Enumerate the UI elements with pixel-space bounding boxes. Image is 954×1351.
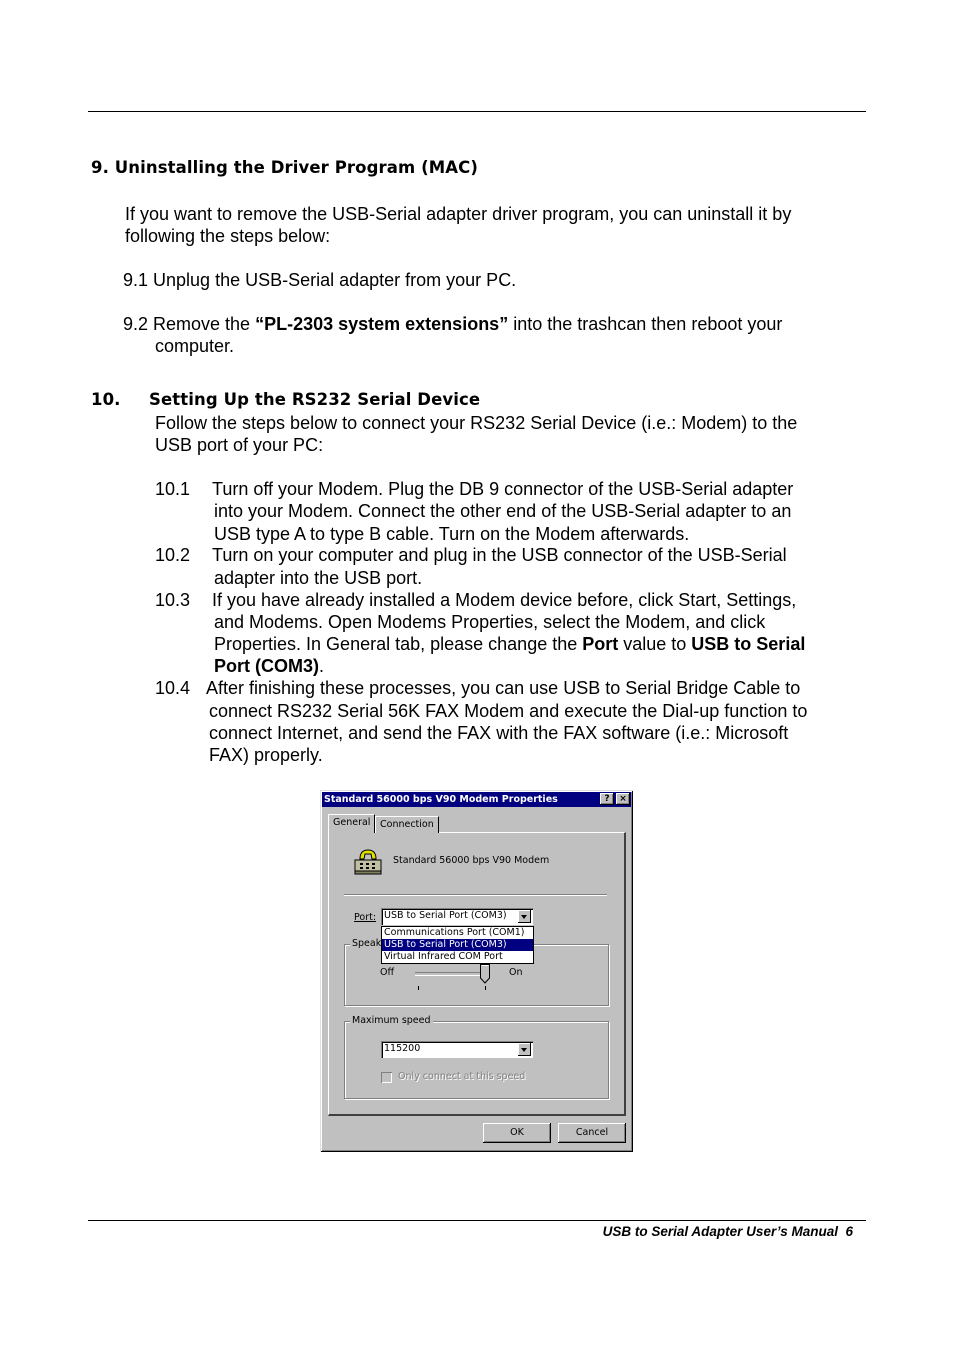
s3-bold-usb: USB to Serial xyxy=(691,634,806,654)
s3-bold-port: Port xyxy=(582,634,619,654)
modem-properties-dialog xyxy=(320,790,633,1152)
tab-general[interactable]: General xyxy=(328,814,375,833)
step-10-1-num: 10.1 xyxy=(155,479,191,499)
port-option-com1[interactable]: Communications Port (COM1) xyxy=(384,927,525,938)
section10-heading-text: Setting Up the RS232 Serial Device xyxy=(149,390,481,409)
step-10-1-line3: USB type A to type B cable. Turn on the Modem afterwards. xyxy=(214,524,690,544)
section9-intro-line2: following the steps below: xyxy=(125,226,331,246)
ok-button[interactable]: OK xyxy=(483,1123,551,1143)
step-10-4-line2: connect RS232 Serial 56K FAX Modem and execute the Dial-up function to xyxy=(209,701,808,721)
speaker-off-label: Off xyxy=(380,967,395,978)
volume-slider-track xyxy=(415,972,487,976)
step2-pre: 9.2 Remove the xyxy=(123,314,256,334)
modem-icon xyxy=(352,845,384,877)
volume-tick-right xyxy=(485,986,486,990)
section9-step1: 9.1 Unplug the USB-Serial adapter from your PC. xyxy=(123,270,517,290)
s3-mid: value to xyxy=(618,634,692,654)
step-10-3-line3 xyxy=(214,633,805,655)
footer-rule xyxy=(88,1220,866,1221)
chevron-down-icon[interactable] xyxy=(518,1043,531,1056)
section9-step2-line2: computer. xyxy=(155,336,235,356)
port-label: Port: xyxy=(354,912,377,923)
section10-intro-line2: USB port of your PC: xyxy=(155,435,324,455)
section9-intro-line1: If you want to remove the USB-Serial adapter driver program, you can uninstall it by xyxy=(125,204,792,224)
only-connect-label: Only connect at this speed xyxy=(398,1071,526,1082)
step-10-3-num: 10.3 xyxy=(155,590,191,610)
step-10-2-num: 10.2 xyxy=(155,545,191,565)
step-10-2-line2: adapter into the USB port. xyxy=(214,568,423,588)
step-10-4-line3: connect Internet, and send the FAX with the FAX software (i.e.: Microsoft xyxy=(209,723,789,743)
footer-text: USB to Serial Adapter User’s Manual 6 xyxy=(602,1224,853,1239)
max-speed-value: 115200 xyxy=(384,1043,421,1054)
dialog-title: Standard 56000 bps V90 Modem Properties xyxy=(324,794,558,805)
speaker-label: Speak xyxy=(352,938,382,949)
section10-heading-num: 10. xyxy=(91,390,121,409)
step2-post: into the trashcan then reboot your xyxy=(508,314,783,334)
step-10-4-line4: FAX) properly. xyxy=(209,745,323,765)
volume-tick-left xyxy=(418,986,419,990)
port-dropdown-list xyxy=(381,926,534,964)
chevron-down-icon[interactable] xyxy=(518,910,531,923)
port-select-value: USB to Serial Port (COM3) xyxy=(384,910,507,921)
dialog-titlebar xyxy=(322,792,631,807)
header-rule xyxy=(88,111,866,112)
max-speed-group xyxy=(344,1021,609,1099)
step-10-3-line1: If you have already installed a Modem device before, click Start, Settings, xyxy=(212,590,797,610)
step-10-4-num: 10.4 xyxy=(155,678,191,698)
step-10-4-line1: After finishing these processes, you can use USB to Serial Bridge Cable to xyxy=(206,678,801,698)
s3-pre: Properties. In General tab, please change the xyxy=(214,634,583,654)
volume-slider-thumb[interactable] xyxy=(480,964,490,984)
device-name: Standard 56000 bps V90 Modem xyxy=(393,855,550,866)
section10-intro-line1: Follow the steps below to connect your RS232 Serial Device (i.e.: Modem) to the xyxy=(155,413,798,433)
step-10-3-line4 xyxy=(214,655,324,677)
only-connect-checkbox[interactable] xyxy=(381,1072,392,1083)
port-option-infrared[interactable]: Virtual Infrared COM Port xyxy=(384,951,503,962)
tab-connection[interactable]: Connection xyxy=(375,816,439,833)
max-speed-select[interactable] xyxy=(381,1041,533,1058)
step2-bold: “PL-2303 system extensions” xyxy=(255,314,509,334)
step-10-1-line2: into your Modem. Connect the other end of the USB-Serial adapter to an xyxy=(214,501,792,521)
step-10-1-line1: Turn off your Modem. Plug the DB 9 connector of the USB-Serial adapter xyxy=(212,479,794,499)
port-option-com3[interactable]: USB to Serial Port (COM3) xyxy=(382,939,533,951)
device-separator xyxy=(344,894,607,896)
port-select[interactable] xyxy=(381,908,533,925)
section9-step2 xyxy=(123,313,782,335)
s3-period: . xyxy=(319,656,325,676)
speaker-on-label: On xyxy=(509,967,523,978)
section9-heading: 9. Uninstalling the Driver Program (MAC) xyxy=(91,158,479,177)
step-10-2-line1: Turn on your computer and plug in the USB connector of the USB-Serial xyxy=(212,545,787,565)
s3-bold-com3: Port (COM3) xyxy=(214,656,319,676)
max-speed-label: Maximum speed xyxy=(352,1015,431,1026)
cancel-button[interactable]: Cancel xyxy=(558,1123,626,1143)
help-button[interactable]: ? xyxy=(600,793,614,805)
close-button[interactable]: × xyxy=(616,793,630,805)
step-10-3-line2: and Modems. Open Modems Properties, select the Modem, and click xyxy=(214,612,766,632)
